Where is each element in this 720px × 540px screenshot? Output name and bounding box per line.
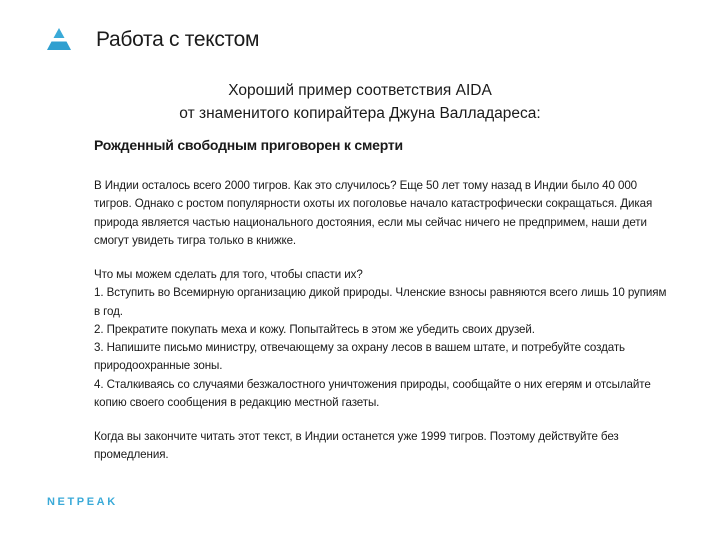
list-item: 3. Напишите письмо министру, отвечающему за охрану лесов в вашем штате, и потребуйте создать природоохранные зоны. — [94, 341, 625, 373]
list-item: 2. Прекратите покупать меха и кожу. Попытайтесь в этом же убедить своих друзей. — [94, 322, 535, 336]
question-text: Что мы можем сделать для того, чтобы спасти их? — [94, 268, 363, 281]
list-item: 4. Сталкиваясь со случаями безжалостного уничтожения природы, сообщайте о них егерям и отсылайте копию своего сообщения в редакцию местной газеты. — [94, 377, 651, 410]
action-list — [94, 266, 674, 412]
list-item: 1. Вступить во Всемирную организацию дикой природы. Членские взносы равняются всего лишь 10 рупиям в год. — [94, 286, 667, 318]
closing-paragraph — [94, 428, 674, 465]
closing-text: Когда вы закончите читать этот текст, в Индии останется уже 1999 тигров. Поэтому действуйте без промедления. — [94, 430, 619, 462]
triangle-logo-icon — [46, 28, 72, 52]
brand-logo: NETPEAK — [47, 496, 118, 508]
intro-text: В Индии осталось всего 2000 тигров. Как это случилось? Еще 50 лет тому назад в Индии было 40 000 тигров. Однако с ростом популярности охоты их поголовье начало катастрофически сокращаться. Дикая природа является частью национального достояния, если мы сейчас ничего не предпримем, наши дети смогут увидеть тигра только в книжке. — [94, 179, 653, 247]
slide-title: Работа с текстом — [96, 28, 260, 51]
ad-headline: Рожденный свободным приговорен к смерти — [94, 137, 403, 153]
subtitle-line-1: Хороший пример соответствия AIDA — [228, 82, 492, 99]
subtitle-line-2: от знаменитого копирайтера Джуна Валладареса: — [179, 105, 541, 122]
intro-paragraph — [94, 177, 674, 250]
